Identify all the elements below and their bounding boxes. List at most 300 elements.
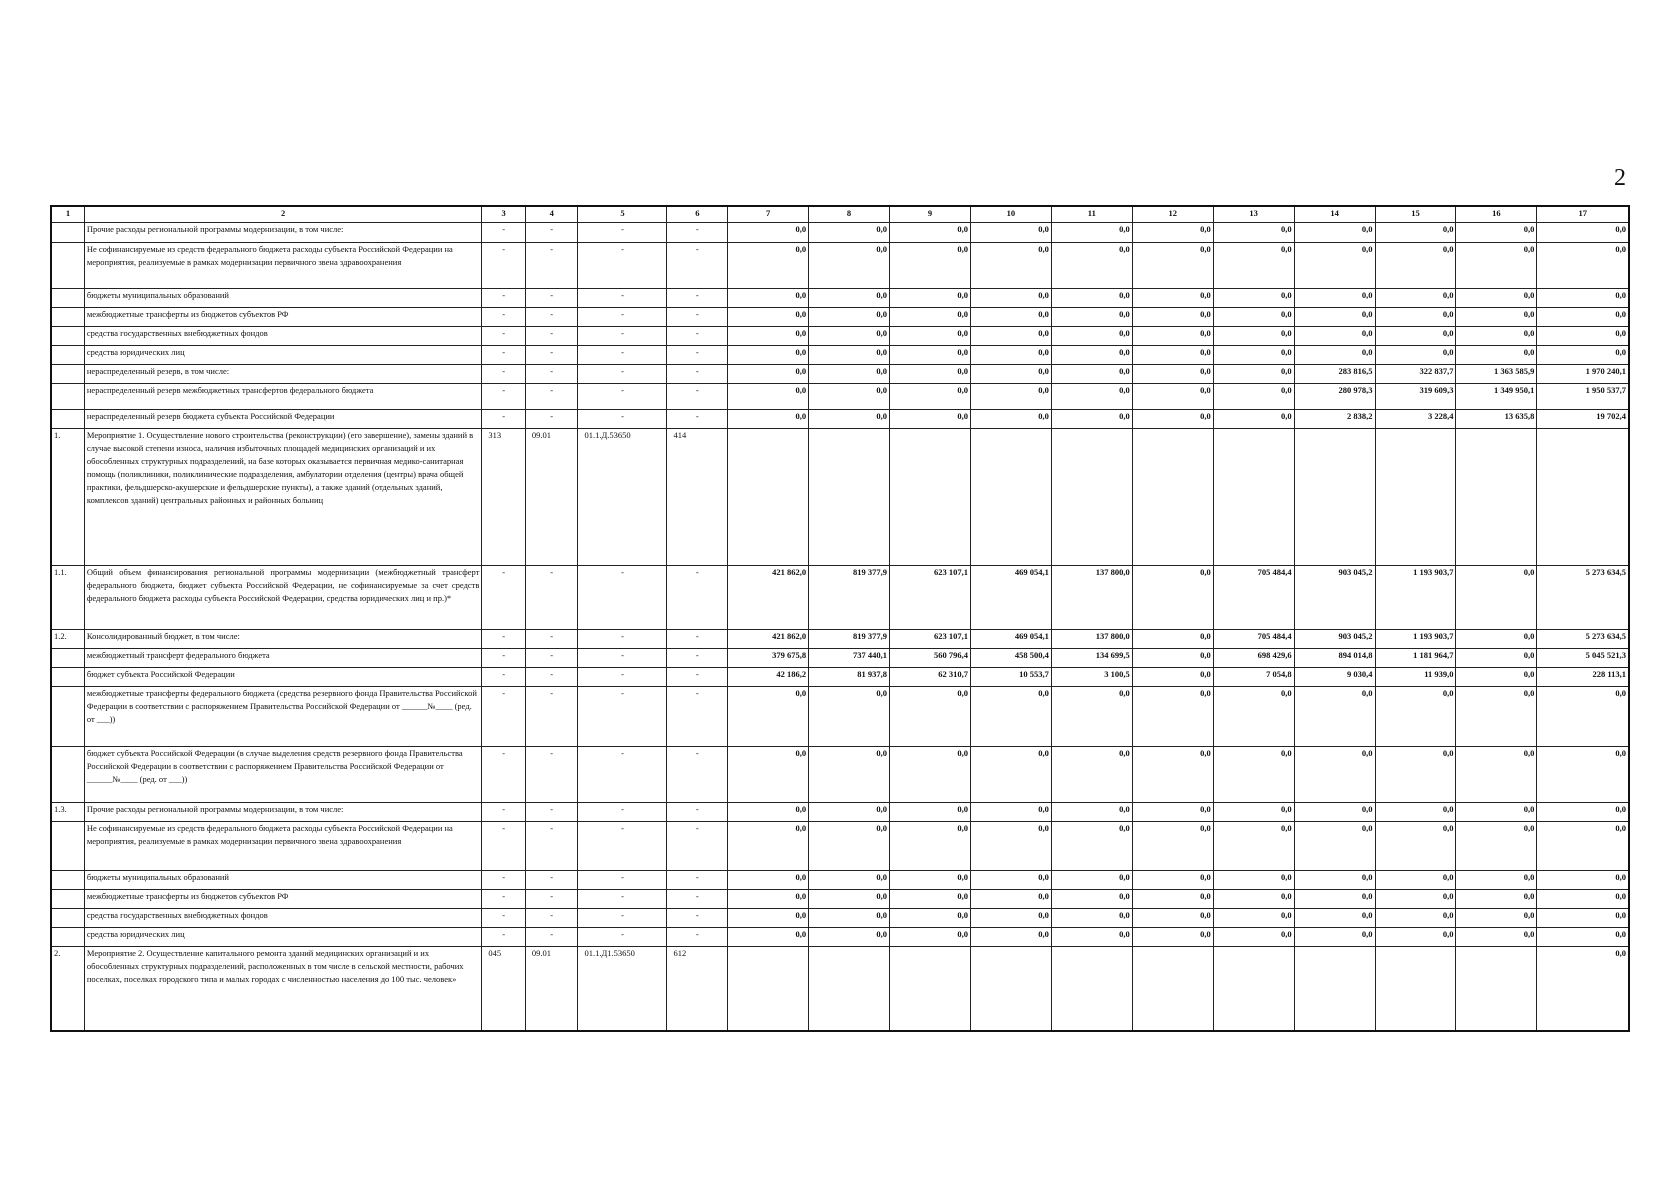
- row-value: [1456, 947, 1537, 1031]
- row-value: 0,0: [1456, 566, 1537, 630]
- row-code: 045: [482, 947, 525, 1031]
- row-value: 1 349 950,1: [1456, 384, 1537, 410]
- row-value: 698 429,6: [1213, 649, 1294, 668]
- row-code: -: [525, 928, 578, 947]
- row-value: 0,0: [728, 327, 809, 346]
- row-value: 0,0: [728, 687, 809, 747]
- row-value: 0,0: [1051, 410, 1132, 429]
- row-value: 0,0: [890, 822, 971, 871]
- row-code: -: [578, 747, 667, 803]
- row-value: 705 484,4: [1213, 566, 1294, 630]
- row-value: 0,0: [1375, 822, 1456, 871]
- row-number: [51, 747, 84, 803]
- row-value: 0,0: [1375, 747, 1456, 803]
- row-value: 0,0: [1213, 223, 1294, 243]
- row-value: 0,0: [1132, 384, 1213, 410]
- row-code: -: [525, 630, 578, 649]
- row-value: 3 100,5: [1051, 668, 1132, 687]
- row-value: 0,0: [1051, 747, 1132, 803]
- row-value: 0,0: [1456, 308, 1537, 327]
- row-code: -: [578, 410, 667, 429]
- row-code: -: [578, 822, 667, 871]
- table-row: [51, 384, 1629, 410]
- row-value: 0,0: [1294, 909, 1375, 928]
- row-value: [1051, 429, 1132, 566]
- row-value: 0,0: [1456, 871, 1537, 890]
- row-value: 0,0: [1213, 687, 1294, 747]
- row-code: -: [525, 747, 578, 803]
- row-value: 0,0: [1213, 890, 1294, 909]
- row-value: 0,0: [970, 327, 1051, 346]
- row-value: 0,0: [970, 384, 1051, 410]
- table-row: [51, 803, 1629, 822]
- row-code: -: [667, 223, 728, 243]
- row-value: 0,0: [970, 871, 1051, 890]
- row-value: 0,0: [809, 223, 890, 243]
- row-name: бюджет субъекта Российской Федерации (в случае выделения средств резервного фонда Правительства Российской Федерации в соответствии с распоряжением Правительства Российской Федерации от ______№____ (ред. от ___)): [84, 747, 482, 803]
- row-name: средства государственных внебюджетных фондов: [84, 909, 482, 928]
- row-value: 0,0: [1456, 346, 1537, 365]
- row-code: 01.1.Д1.53650: [578, 947, 667, 1031]
- row-value: 0,0: [1537, 822, 1629, 871]
- row-number: 1.2.: [51, 630, 84, 649]
- row-code: -: [667, 410, 728, 429]
- row-value: 0,0: [1051, 687, 1132, 747]
- row-value: [1132, 429, 1213, 566]
- table-row: [51, 365, 1629, 384]
- row-value: 458 500,4: [970, 649, 1051, 668]
- row-value: 0,0: [728, 890, 809, 909]
- row-value: [890, 947, 971, 1031]
- row-value: 0,0: [1456, 909, 1537, 928]
- row-value: 0,0: [809, 909, 890, 928]
- row-value: 10 553,7: [970, 668, 1051, 687]
- row-value: 0,0: [1375, 223, 1456, 243]
- row-code: -: [525, 871, 578, 890]
- page-number: 2: [1614, 165, 1626, 191]
- row-number: [51, 649, 84, 668]
- row-number: [51, 289, 84, 308]
- row-value: 0,0: [1294, 822, 1375, 871]
- row-value: 0,0: [890, 747, 971, 803]
- row-code: -: [667, 384, 728, 410]
- row-value: 0,0: [890, 289, 971, 308]
- row-code: -: [525, 243, 578, 289]
- row-value: 0,0: [1375, 928, 1456, 947]
- row-number: [51, 909, 84, 928]
- row-value: 0,0: [1456, 890, 1537, 909]
- row-value: [1213, 429, 1294, 566]
- row-value: 0,0: [1294, 803, 1375, 822]
- row-value: 0,0: [1213, 308, 1294, 327]
- row-value: 0,0: [1537, 327, 1629, 346]
- row-value: 0,0: [809, 822, 890, 871]
- row-code: -: [482, 871, 525, 890]
- row-value: 0,0: [1132, 668, 1213, 687]
- row-value: 469 054,1: [970, 566, 1051, 630]
- row-number: 1.1.: [51, 566, 84, 630]
- header-cell: 1: [51, 206, 84, 223]
- row-value: [970, 429, 1051, 566]
- row-code: -: [525, 308, 578, 327]
- row-value: 134 699,5: [1051, 649, 1132, 668]
- row-value: 819 377,9: [809, 630, 890, 649]
- row-value: 903 045,2: [1294, 566, 1375, 630]
- row-code: -: [482, 566, 525, 630]
- row-code: -: [525, 890, 578, 909]
- row-value: [1132, 947, 1213, 1031]
- row-value: 0,0: [1294, 687, 1375, 747]
- row-value: 0,0: [1051, 327, 1132, 346]
- row-name: Прочие расходы региональной программы модернизации, в том числе:: [84, 223, 482, 243]
- row-value: 705 484,4: [1213, 630, 1294, 649]
- row-value: 0,0: [890, 308, 971, 327]
- row-value: 623 107,1: [890, 630, 971, 649]
- row-value: 0,0: [1375, 909, 1456, 928]
- row-number: [51, 410, 84, 429]
- row-value: 0,0: [1132, 687, 1213, 747]
- row-name: бюджеты муниципальных образований: [84, 871, 482, 890]
- row-value: 7 054,8: [1213, 668, 1294, 687]
- row-name: межбюджетные трансферты из бюджетов субъектов РФ: [84, 890, 482, 909]
- row-value: [1213, 947, 1294, 1031]
- row-value: 0,0: [1132, 223, 1213, 243]
- row-code: -: [667, 909, 728, 928]
- row-value: 0,0: [809, 365, 890, 384]
- row-value: 0,0: [1051, 871, 1132, 890]
- row-value: [809, 947, 890, 1031]
- row-number: [51, 223, 84, 243]
- row-name: средства юридических лиц: [84, 928, 482, 947]
- header-cell: 3: [482, 206, 525, 223]
- row-value: 0,0: [728, 803, 809, 822]
- row-code: -: [578, 223, 667, 243]
- row-number: [51, 365, 84, 384]
- row-value: 0,0: [1132, 630, 1213, 649]
- row-value: 0,0: [1132, 822, 1213, 871]
- row-code: -: [578, 649, 667, 668]
- row-code: -: [578, 346, 667, 365]
- budget-table-sheet: [50, 205, 1630, 1032]
- row-number: [51, 668, 84, 687]
- row-value: 0,0: [1132, 928, 1213, 947]
- row-name: нераспределенный резерв межбюджетных трансфертов федерального бюджета: [84, 384, 482, 410]
- row-value: 0,0: [890, 327, 971, 346]
- table-row: [51, 630, 1629, 649]
- row-value: 0,0: [1213, 822, 1294, 871]
- row-value: 0,0: [1132, 890, 1213, 909]
- row-value: 0,0: [1051, 223, 1132, 243]
- row-name: бюджеты муниципальных образований: [84, 289, 482, 308]
- row-code: -: [482, 649, 525, 668]
- row-value: 0,0: [890, 871, 971, 890]
- header-cell: 13: [1213, 206, 1294, 223]
- row-value: 5 273 634,5: [1537, 566, 1629, 630]
- row-value: 0,0: [970, 909, 1051, 928]
- row-value: 0,0: [809, 346, 890, 365]
- row-number: [51, 890, 84, 909]
- row-name: Не софинансируемые из средств федерального бюджета расходы субъекта Российской Федерации на мероприятия, реализуемые в рамках модернизации первичного звена здравоохранения: [84, 243, 482, 289]
- row-value: 0,0: [1456, 649, 1537, 668]
- row-code: 01.1.Д.53650: [578, 429, 667, 566]
- table-row: [51, 947, 1629, 1031]
- row-value: 0,0: [728, 384, 809, 410]
- row-value: 0,0: [1456, 803, 1537, 822]
- row-code: -: [667, 365, 728, 384]
- row-value: 0,0: [890, 410, 971, 429]
- row-code: 612: [667, 947, 728, 1031]
- row-value: 0,0: [1051, 308, 1132, 327]
- row-code: -: [482, 822, 525, 871]
- row-value: 0,0: [970, 223, 1051, 243]
- table-row: [51, 890, 1629, 909]
- row-name: межбюджетные трансферты из бюджетов субъектов РФ: [84, 308, 482, 327]
- row-value: 469 054,1: [970, 630, 1051, 649]
- row-name: Общий объем финансирования региональной программы модернизации (межбюджетный трансферт федерального бюджета, бюджет субъекта Российской Федерации, не софинансируемые за счет средств федерального бюджета расходы субъекта Российской Федерации, средства юридических лиц и пр.)*: [84, 566, 482, 630]
- row-value: 5 045 521,3: [1537, 649, 1629, 668]
- row-code: -: [667, 822, 728, 871]
- row-value: 0,0: [1051, 928, 1132, 947]
- row-value: 0,0: [1051, 365, 1132, 384]
- row-code: -: [667, 566, 728, 630]
- row-value: 0,0: [1537, 890, 1629, 909]
- row-value: 42 186,2: [728, 668, 809, 687]
- row-code: -: [667, 308, 728, 327]
- row-value: 1 363 585,9: [1456, 365, 1537, 384]
- row-code: -: [578, 308, 667, 327]
- row-value: 623 107,1: [890, 566, 971, 630]
- table-row: [51, 410, 1629, 429]
- row-value: 0,0: [1051, 243, 1132, 289]
- row-code: -: [482, 289, 525, 308]
- table-row: [51, 429, 1629, 566]
- row-value: 0,0: [728, 243, 809, 289]
- row-value: 0,0: [728, 365, 809, 384]
- row-code: -: [578, 668, 667, 687]
- row-code: -: [667, 630, 728, 649]
- header-cell: 2: [84, 206, 482, 223]
- row-value: 0,0: [890, 384, 971, 410]
- row-code: -: [482, 630, 525, 649]
- row-code: -: [578, 630, 667, 649]
- row-number: [51, 308, 84, 327]
- row-value: 0,0: [890, 687, 971, 747]
- row-value: 0,0: [890, 365, 971, 384]
- row-value: 894 014,8: [1294, 649, 1375, 668]
- row-code: 313: [482, 429, 525, 566]
- row-code: -: [578, 909, 667, 928]
- row-value: 0,0: [890, 909, 971, 928]
- row-number: [51, 384, 84, 410]
- row-code: -: [482, 909, 525, 928]
- row-value: 0,0: [970, 289, 1051, 308]
- row-value: 0,0: [809, 890, 890, 909]
- row-value: 421 862,0: [728, 566, 809, 630]
- row-value: 379 675,8: [728, 649, 809, 668]
- row-code: -: [525, 346, 578, 365]
- row-code: -: [578, 871, 667, 890]
- row-value: 0,0: [728, 928, 809, 947]
- row-value: 0,0: [890, 223, 971, 243]
- row-value: 0,0: [1456, 223, 1537, 243]
- row-value: 0,0: [1132, 649, 1213, 668]
- row-value: 1 950 537,7: [1537, 384, 1629, 410]
- row-value: [890, 429, 971, 566]
- row-value: 137 800,0: [1051, 566, 1132, 630]
- budget-table-body: [51, 206, 1629, 1031]
- row-value: 0,0: [1294, 346, 1375, 365]
- row-code: -: [525, 365, 578, 384]
- header-cell: 16: [1456, 206, 1537, 223]
- row-code: -: [482, 890, 525, 909]
- row-value: 0,0: [809, 871, 890, 890]
- row-number: [51, 928, 84, 947]
- row-value: 0,0: [1213, 346, 1294, 365]
- row-code: -: [525, 909, 578, 928]
- row-number: [51, 822, 84, 871]
- row-value: 0,0: [1375, 871, 1456, 890]
- row-value: 5 273 634,5: [1537, 630, 1629, 649]
- row-value: 0,0: [1294, 308, 1375, 327]
- row-value: 0,0: [970, 890, 1051, 909]
- row-value: 0,0: [1375, 803, 1456, 822]
- row-code: -: [578, 289, 667, 308]
- row-value: 0,0: [809, 687, 890, 747]
- header-cell: 8: [809, 206, 890, 223]
- row-number: 1.: [51, 429, 84, 566]
- row-value: 0,0: [1537, 687, 1629, 747]
- row-value: 0,0: [809, 928, 890, 947]
- row-value: 0,0: [1132, 566, 1213, 630]
- row-value: 0,0: [890, 243, 971, 289]
- row-value: 560 796,4: [890, 649, 971, 668]
- row-code: -: [578, 928, 667, 947]
- row-value: 0,0: [728, 289, 809, 308]
- row-value: 0,0: [890, 890, 971, 909]
- row-value: 0,0: [1132, 243, 1213, 289]
- row-name: Консолидированный бюджет, в том числе:: [84, 630, 482, 649]
- table-row: [51, 308, 1629, 327]
- row-value: 1 970 240,1: [1537, 365, 1629, 384]
- row-value: 0,0: [1375, 327, 1456, 346]
- row-value: 0,0: [1132, 327, 1213, 346]
- row-value: 0,0: [1213, 365, 1294, 384]
- row-value: 0,0: [1213, 327, 1294, 346]
- row-code: -: [578, 687, 667, 747]
- row-value: 1 193 903,7: [1375, 630, 1456, 649]
- table-row: [51, 668, 1629, 687]
- row-name: межбюджетные трансферты федерального бюджета (средства резервного фонда Правительства Российской Федерации в соответствии с распоряжением Правительства Российской Федерации от ______№____ (ред. от ___)): [84, 687, 482, 747]
- row-value: 228 113,1: [1537, 668, 1629, 687]
- row-value: 0,0: [1456, 668, 1537, 687]
- row-code: -: [667, 687, 728, 747]
- table-row: [51, 747, 1629, 803]
- row-value: 0,0: [1294, 747, 1375, 803]
- row-code: -: [525, 687, 578, 747]
- row-value: 0,0: [728, 747, 809, 803]
- table-row: [51, 289, 1629, 308]
- header-cell: 7: [728, 206, 809, 223]
- row-value: 0,0: [809, 747, 890, 803]
- row-value: 0,0: [1537, 243, 1629, 289]
- row-value: 0,0: [1132, 909, 1213, 928]
- row-value: 0,0: [1537, 909, 1629, 928]
- row-code: -: [482, 365, 525, 384]
- row-value: 0,0: [1537, 871, 1629, 890]
- row-value: 0,0: [1213, 803, 1294, 822]
- table-row: [51, 346, 1629, 365]
- row-value: 19 702,4: [1537, 410, 1629, 429]
- row-name: бюджет субъекта Российской Федерации: [84, 668, 482, 687]
- row-value: 0,0: [1537, 308, 1629, 327]
- row-number: [51, 871, 84, 890]
- row-code: -: [667, 289, 728, 308]
- row-value: 0,0: [1456, 243, 1537, 289]
- row-value: [728, 429, 809, 566]
- row-value: 0,0: [1456, 822, 1537, 871]
- row-number: [51, 346, 84, 365]
- row-code: -: [525, 668, 578, 687]
- row-value: 280 978,3: [1294, 384, 1375, 410]
- header-cell: 6: [667, 206, 728, 223]
- header-cell: 4: [525, 206, 578, 223]
- row-value: 819 377,9: [809, 566, 890, 630]
- row-code: -: [482, 346, 525, 365]
- row-value: [1051, 947, 1132, 1031]
- row-value: 0,0: [1456, 327, 1537, 346]
- row-code: -: [525, 566, 578, 630]
- row-code: -: [667, 668, 728, 687]
- row-value: 0,0: [1456, 687, 1537, 747]
- row-name: нераспределенный резерв, в том числе:: [84, 365, 482, 384]
- row-value: 322 837,7: [1375, 365, 1456, 384]
- row-value: 0,0: [1537, 928, 1629, 947]
- row-value: [970, 947, 1051, 1031]
- row-value: 0,0: [1132, 365, 1213, 384]
- row-value: 0,0: [1132, 289, 1213, 308]
- row-value: 0,0: [1213, 410, 1294, 429]
- row-value: 0,0: [1213, 747, 1294, 803]
- row-name: Мероприятие 1. Осуществление нового строительства (реконструкции) (его завершение), замены зданий в случае высокой степени износа, наличия избыточных площадей медицинских организаций и их обособленных структурных подразделений, на базе которых оказывается первичная медико-санитарная помощь (поликлиники, поликлинические подразделения, амбулатории отделения (центры) врача общей практики, фельдшерско-акушерские и фельдшерские пункты), а также зданий (отдельных зданий, комплексов зданий) центральных районных и районных больниц: [84, 429, 482, 566]
- table-row: [51, 566, 1629, 630]
- row-name: межбюджетный трансферт федерального бюджета: [84, 649, 482, 668]
- row-value: 0,0: [1213, 909, 1294, 928]
- row-value: 0,0: [1051, 346, 1132, 365]
- row-code: -: [525, 223, 578, 243]
- table-row: [51, 327, 1629, 346]
- row-value: 0,0: [1051, 822, 1132, 871]
- header-row: [51, 206, 1629, 223]
- row-name: Прочие расходы региональной программы модернизации, в том числе:: [84, 803, 482, 822]
- row-value: 0,0: [1213, 384, 1294, 410]
- row-code: -: [525, 384, 578, 410]
- row-value: 0,0: [809, 308, 890, 327]
- row-value: 0,0: [1132, 803, 1213, 822]
- row-code: -: [482, 327, 525, 346]
- row-value: 1 181 964,7: [1375, 649, 1456, 668]
- row-name: средства юридических лиц: [84, 346, 482, 365]
- row-number: 1.3.: [51, 803, 84, 822]
- row-value: 81 937,8: [809, 668, 890, 687]
- header-cell: 12: [1132, 206, 1213, 223]
- row-value: 0,0: [809, 243, 890, 289]
- row-code: -: [667, 346, 728, 365]
- row-number: [51, 327, 84, 346]
- row-code: -: [578, 803, 667, 822]
- row-value: 0,0: [809, 803, 890, 822]
- row-value: 0,0: [728, 822, 809, 871]
- row-value: [1537, 429, 1629, 566]
